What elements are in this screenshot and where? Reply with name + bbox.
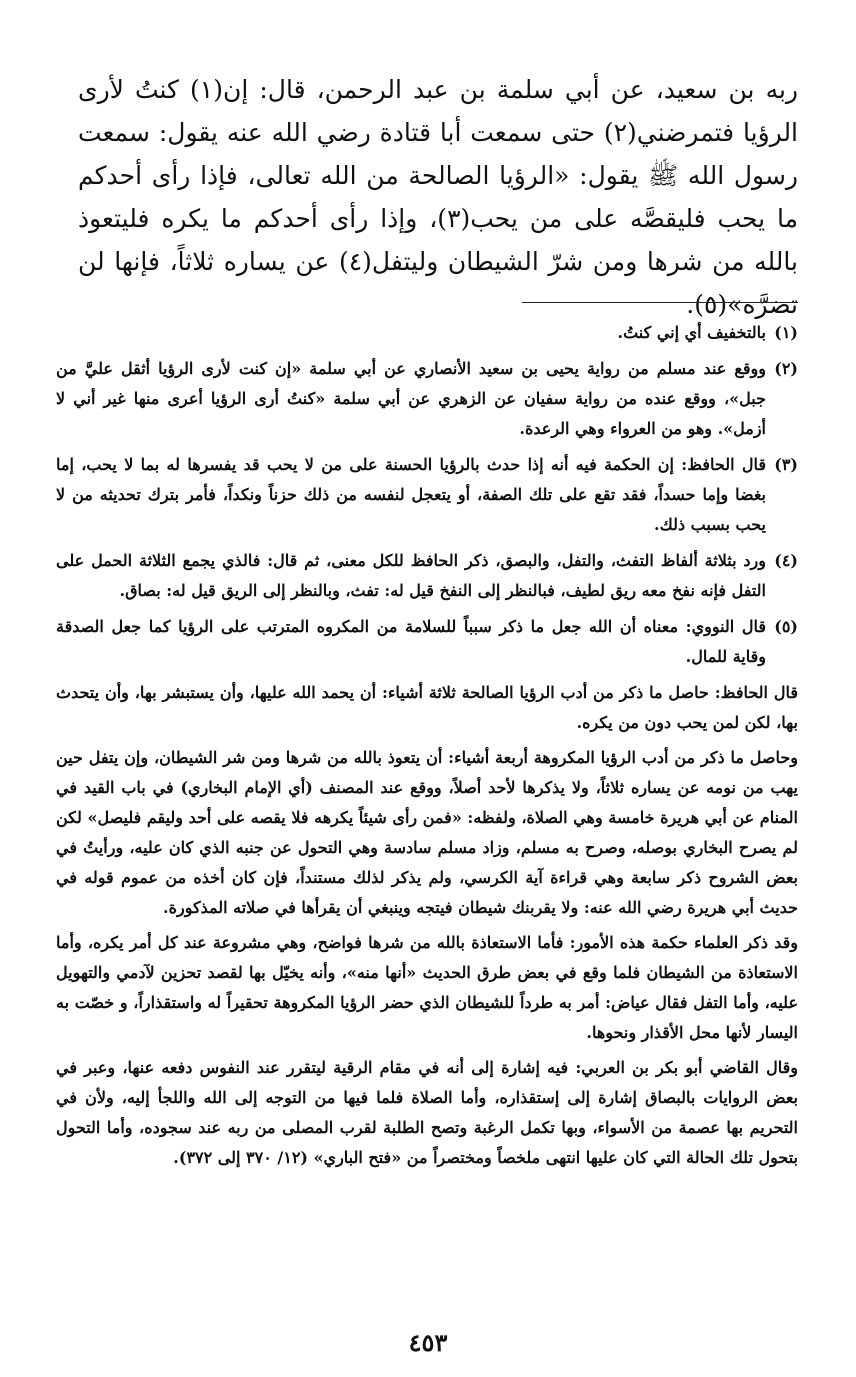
page-number: ٤٥٣ [408, 1328, 448, 1357]
footnote-1 [56, 318, 798, 348]
main-text [78, 68, 798, 326]
commentary-paragraph-1: قال الحافظ: حاصل ما ذكر من أدب الرؤيا الصالحة ثلاثة أشياء: أن يحمد الله عليها، وأن يستبشر بها، وأن يتحدث بها، لكن لمن يحب دون من يكره. [56, 683, 798, 732]
footnote-2 [56, 354, 798, 444]
footnote-text: ووقع عند مسلم من رواية يحيى بن سعيد الأنصاري عن أبي سلمة «إن كنت لأرى الرؤيا أثقل عليَّ من جبل»، ووقع عنده من رواية سفيان عن الزهري عن أبي سلمة «كنتُ أرى الرؤيا أعرى منها غير أني لا أزمل». وهو من العرواء وهي الرعدة. [56, 359, 766, 438]
footnote-text: قال النووي: معناه أن الله جعل ما ذكر سبباً للسلامة من المكروه المترتب على الرؤيا كما جعل الصدقة وقاية للمال. [56, 617, 766, 666]
footnote-text: قال الحافظ: إن الحكمة فيه أنه إذا حدث بالرؤيا الحسنة على من لا يحب قد يفسرها له بما لا يحب، إما بغضا وإما حسداً، فقد تقع على تلك الصفة، أو يتعجل لنفسه من ذلك حزناً ونكداً، فأمر بترك تحديثه من لا يحب بسبب ذلك. [56, 455, 766, 534]
footnote-number: (٥) [774, 617, 798, 636]
footnote-number: (٤) [774, 551, 798, 570]
footnote-text: بالتخفيف أي إني كنتُ. [617, 323, 766, 342]
footnote-divider [522, 302, 798, 303]
footnote-number: (٢) [774, 359, 798, 378]
footnotes-section [56, 318, 798, 1178]
commentary-paragraph-3: وقد ذكر العلماء حكمة هذه الأمور: فأما الاستعاذة بالله من شرها فواضح، وهي مشروعة عند كل أمر يكره، وأما الاستعاذة من الشيطان فلما وقع في بعض طرق الحديث «أنها منه»، وأنه يخيّل بها لقصد تحزين لآدمي والتهويل عليه، وأما التفل فقال عياض: أمر به طرداً للشيطان الذي حضر الرؤيا المكروهة تحقيراً له واستقذاراً، و خصّت به اليسار لأنها محل الأقذار ونحوها. [56, 933, 799, 1042]
footnote-number: (١) [774, 323, 798, 342]
footnote-3 [56, 450, 798, 540]
footnote-5 [56, 612, 798, 672]
main-paragraph: ربه بن سعيد، عن أبي سلمة بن عبد الرحمن، قال: إن(١) كنتُ لأرى الرؤيا فتمرضني(٢) حتى سمعت أبا قتادة رضي الله عنه يقول: سمعت رسول الله ﷺ يقول: «الرؤيا الصالحة من الله تعالى، فإذا رأى أحدكم ما يحب فليقصَّه على من يحب(٣)، وإذا رأى أحدكم ما يكره فليتعوذ بالله من شرها ومن شرّ الشيطان وليتفل(٤) عن يساره ثلاثاً، فإنها لن تضرَّه»(٥). [78, 75, 799, 319]
footnote-4 [56, 546, 798, 606]
commentary-paragraph-2: وحاصل ما ذكر من أدب الرؤيا المكروهة أربعة أشياء: أن يتعوذ بالله من شرها ومن شر الشيطان، وإن يتفل حين يهب من نومه عن يساره ثلاثاً، ولا يذكرها لأحد أصلاً، ووقع عند المصنف (أي الإمام البخاري) في باب القيد في المنام عن أبي هريرة خامسة وهي الصلاة، ولفظه: «فمن رأى شيئاً يكرهه فلا يقصه على أحد وليقم فليصل» لكن لم يصرح البخاري بوصله، وصرح به مسلم، وزاد مسلم سادسة وهي التحول عن جنبه الذي كان عليه، ورأيتُ في بعض الشروح ذكر سابعة وهي قراءة آية الكرسي، ولم يذكر لذلك مستنداً، فإن كان أخذه من عموم قوله في حديث أبي هريرة رضي الله عنه: ولا يقربنك شيطان فيتجه وينبغي أن يقرأها في صلاته المذكورة. [56, 748, 798, 917]
footnote-number: (٣) [774, 455, 798, 474]
footnote-text: ورد بثلاثة ألفاظ التفث، والتفل، والبصق، ذكر الحافظ للكل معنى، ثم قال: فالذي يجمع الثلاثة الحمل على التفل فإنه نفخ معه ريق لطيف، فبالنظر إلى النفخ قيل له: تفث، وبالنظر إلى الريق قيل له: بصاق. [56, 551, 766, 600]
commentary-paragraph-4: وقال القاضي أبو بكر بن العربي: فيه إشارة إلى أنه في مقام الرقية ليتقرر عند النفوس دفعه عنها، وعبر في بعض الروايات بالبصاق إشارة إلى إستقذاره، وأما الصلاة فلما فيها من التوجه إلى الله واللجأ إليه، ولأن في التحريم بها عصمة من الأسواء، وبها تكمل الرغبة وتصح الطلبة لقرب المصلى من ربه عند سجوده، وأما التحول بتحول تلك الحالة التي كان عليها انتهى ملخصاً ومختصراً من «فتح الباري» (١٢/ ٣٧٠ إلى ٣٧٢). [56, 1058, 799, 1167]
